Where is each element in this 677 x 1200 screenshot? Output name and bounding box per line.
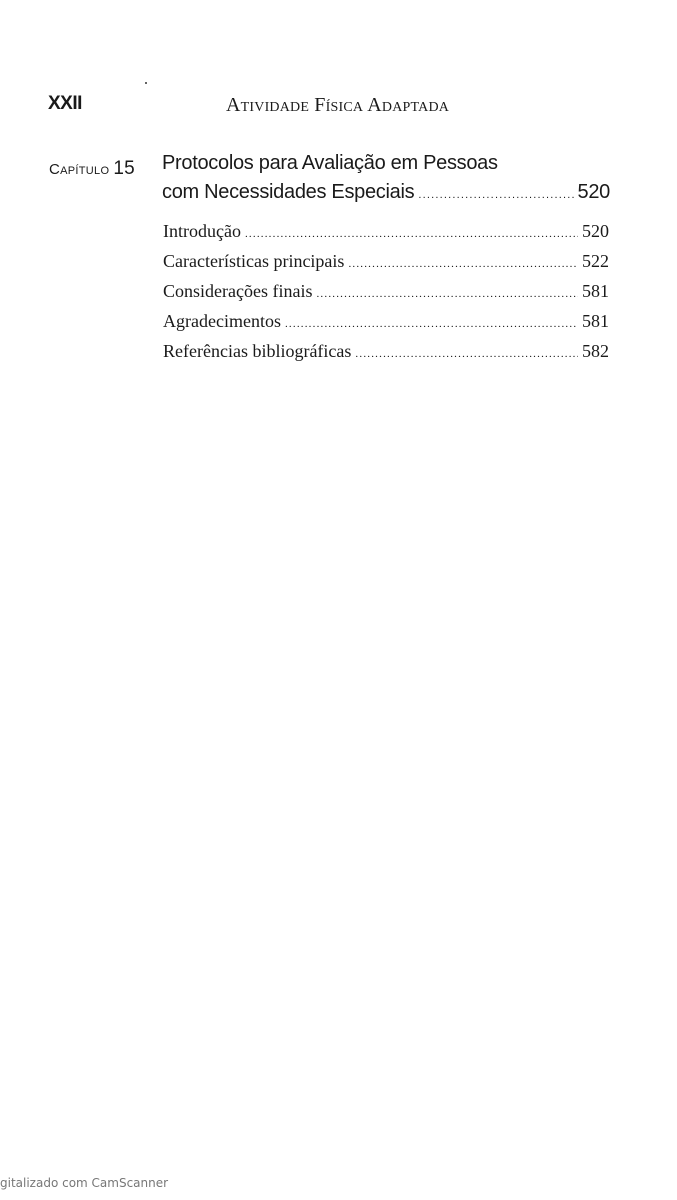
toc-entry-page: 522 xyxy=(582,251,609,271)
toc-entry-title: Considerações finais xyxy=(163,281,313,301)
toc-entry-title: Referências bibliográficas xyxy=(163,341,352,361)
leader-dots xyxy=(348,258,578,270)
chapter-title-line-2: com Necessidades Especiais xyxy=(162,181,415,203)
toc-entry xyxy=(163,311,609,332)
running-head-title: Atividade Física Adaptada xyxy=(226,94,450,116)
chapter-label xyxy=(49,158,135,180)
toc-entry-page: 582 xyxy=(582,341,609,361)
toc-entry-title: Características principais xyxy=(163,251,345,271)
toc-entry-page: 581 xyxy=(582,281,609,301)
toc-entry xyxy=(163,341,609,362)
chapter-page-number: 520 xyxy=(577,181,610,203)
chapter-title-line-1: Protocolos para Avaliação em Pessoas xyxy=(162,152,498,174)
chapter-label-word: Capítulo xyxy=(49,161,110,178)
scan-speck xyxy=(145,82,147,84)
leader-dots xyxy=(418,189,573,201)
chapter-title-entry xyxy=(162,181,610,204)
leader-dots xyxy=(316,288,578,300)
leader-dots xyxy=(285,318,578,330)
toc-entry-title: Introdução xyxy=(163,221,241,241)
header-page-number: XXII xyxy=(48,93,82,114)
scanner-watermark: gitalizado com CamScanner xyxy=(0,1176,169,1190)
toc-entry xyxy=(163,221,609,242)
toc-entry xyxy=(163,251,609,272)
leader-dots xyxy=(355,348,578,360)
toc-entry-page: 581 xyxy=(582,311,609,331)
toc-entry xyxy=(163,281,609,302)
leader-dots xyxy=(245,228,578,240)
chapter-number: 15 xyxy=(113,158,136,179)
toc-entry-title: Agradecimentos xyxy=(163,311,281,331)
toc-entry-page: 520 xyxy=(582,221,609,241)
